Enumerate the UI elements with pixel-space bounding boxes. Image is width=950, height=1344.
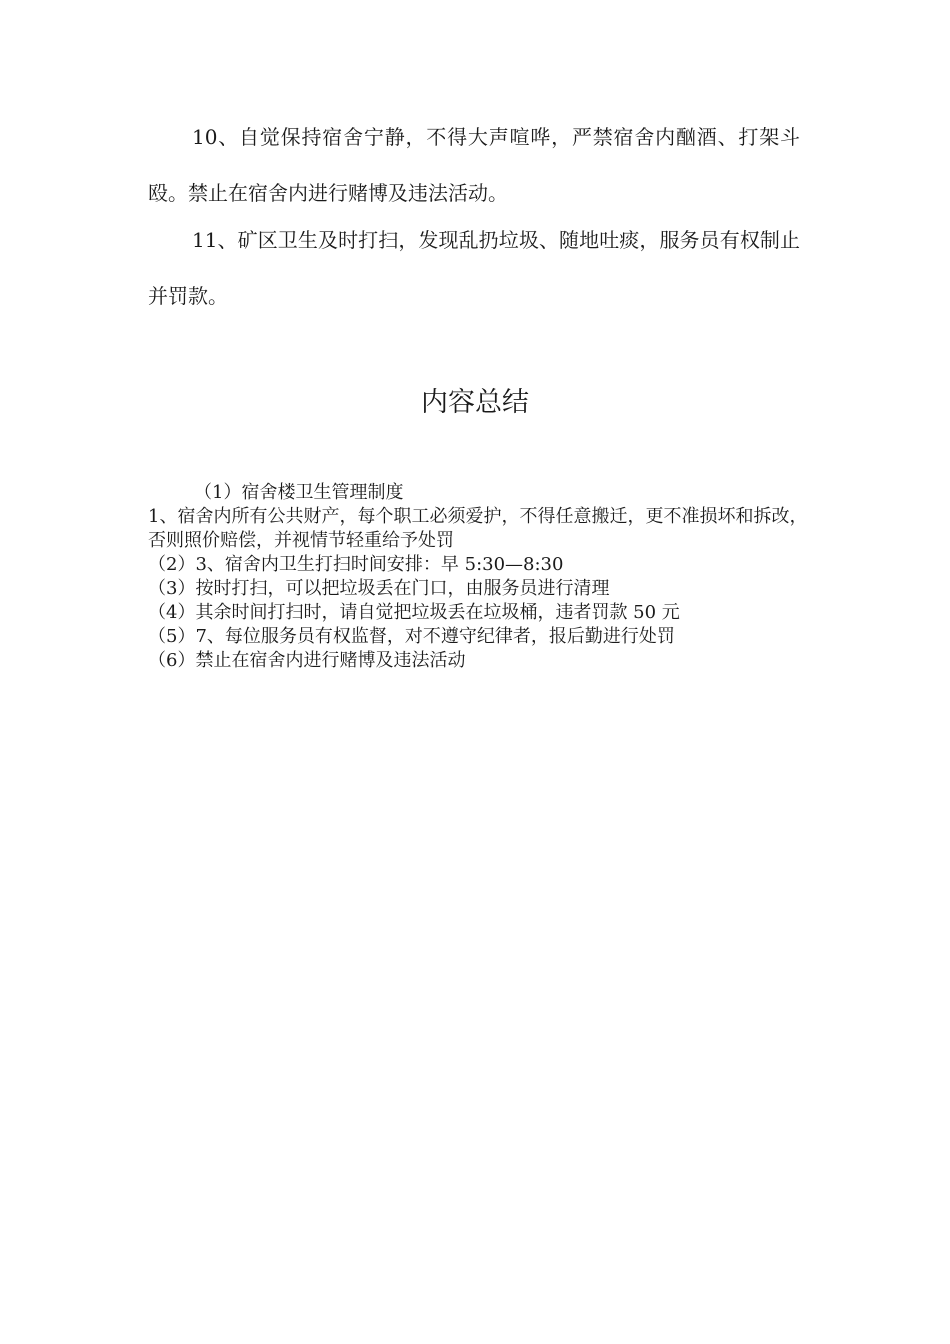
summary-title: 内容总结 [421,387,529,418]
summary-line: （3）按时打扫，可以把垃圾丢在门口，由服务员进行清理 [148,578,610,599]
rule-paragraph-11: 11、矿区卫生及时打扫，发现乱扔垃圾、随地吐痰，服务员有权制止并罚款。 [148,228,800,308]
summary-line: （6）禁止在宿舍内进行赌博及违法活动 [148,650,466,671]
summary-line: （4）其余时间打扫时，请自觉把垃圾丢在垃圾桶，违者罚款 50 元 [148,602,680,623]
rule-paragraph-10: 10、自觉保持宿舍宁静，不得大声喧哗，严禁宿舍内酗酒、打架斗殴。禁止在宿舍内进行赌博及违法活动。 [148,125,800,205]
summary-line: （5）7、每位服务员有权监督，对不遵守纪律者，报后勤进行处罚 [148,626,675,647]
summary-list [148,481,808,673]
summary-line: （1）宿舍楼卫生管理制度 [194,482,404,503]
summary-line: 1、宿舍内所有公共财产，每个职工必须爱护，不得任意搬迁，更不准损坏和拆改，否则照价赔偿，并视情节轻重给予处罚 [148,506,808,551]
summary-line: （2）3、宿舍内卫生打扫时间安排：早 5:30—8:30 [148,554,564,575]
